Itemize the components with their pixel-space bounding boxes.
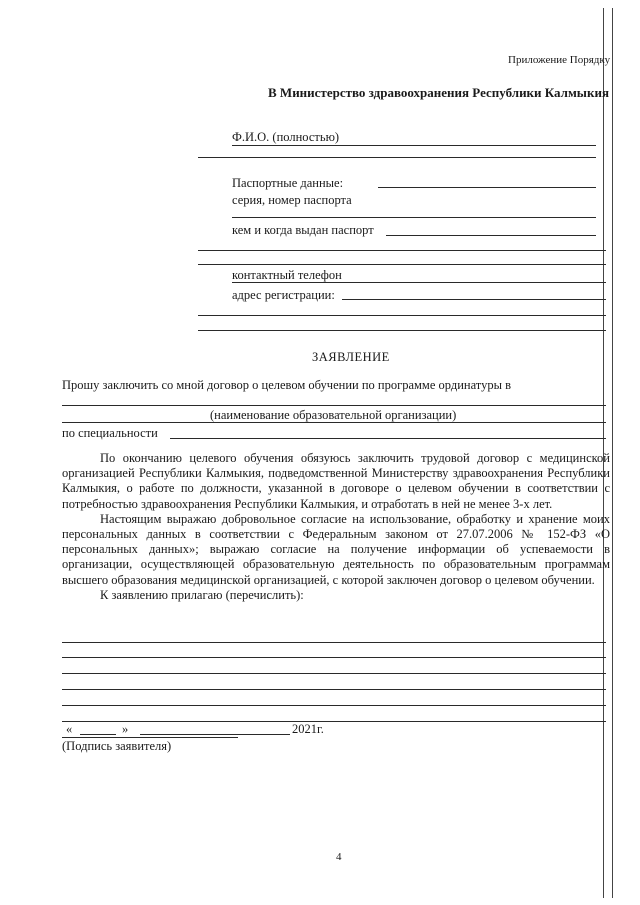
paragraph-attachments: К заявлению прилагаю (перечислить): [100,587,304,602]
date-close-quote: » [122,722,129,736]
attachment-line-1 [62,642,606,643]
attachment-line-6 [62,721,606,722]
attachment-line-4 [62,689,606,690]
address-line-1 [342,299,606,300]
date-year: 2021г. [292,722,324,736]
org-line [62,405,606,406]
paragraph-obligation: По окончанию целевого обучения обязуюсь заключить трудовой договор с медицинской организацией Республики Калмыкия, подведомственной Министерству здравоохранения Республики Калмыкия, о работе по должности, указанной в договоре о целевом обучении в соответствии с потребностью здравоохранения Республики Калмыкия, и отработать в ней не менее 3-х лет. [62,451,610,511]
fio-line-1 [232,145,596,146]
fio-line-2 [198,157,596,158]
phone-label: контактный телефон [232,268,342,282]
body-text [62,451,610,603]
address-line-3 [198,330,606,331]
address-line-2 [198,315,606,316]
attachment-line-2 [62,657,606,658]
page-edge-line [612,8,613,898]
page-number: 4 [336,851,342,863]
series-line [232,217,596,218]
attachment-line-5 [62,705,606,706]
issued-label: кем и когда выдан паспорт [232,223,374,237]
series-label: серия, номер паспорта [232,193,352,207]
issued-line-1 [386,235,596,236]
passport-label: Паспортные данные: [232,176,344,190]
signature-caption: (Подпись заявителя) [62,739,172,753]
date-month-line [140,734,290,735]
address-label: адрес регистрации: [232,288,335,302]
appendix-label: Приложение Порядку [508,54,611,66]
document-heading: ЗАЯВЛЕНИЕ [312,350,390,364]
specialty-line [170,438,606,439]
issued-line-2 [198,250,606,251]
date-day-line [80,734,116,735]
passport-line [378,187,596,188]
request-text: Прошу заключить со мной договор о целевом обучении по программе ординатуры в [62,378,512,392]
paragraph-consent: Настоящим выражаю добровольное согласие на использование, обработку и хранение моих персональных данных в соответствии с Федеральным законом от 27.07.2006 № 152-ФЗ «О персональных данных»; выражаю согласие на получение информации об успеваемости в организации, осуществляющей образовательную деятельность по образовательным программам высшего образования медицинской организацией, с которой заключен договор о целевом обучении. [62,511,610,587]
org-caption: (наименование образовательной организации) [210,408,457,422]
date-open-quote: « [66,722,73,736]
addressee: В Министерство здравоохранения Республики Калмыкия [268,85,609,100]
fio-label: Ф.И.О. (полностью) [232,130,340,144]
issued-line-3 [198,264,606,265]
org-line-2 [62,422,606,423]
specialty-label: по специальности [62,426,158,440]
phone-line [232,282,606,283]
attachment-line-3 [62,673,606,674]
